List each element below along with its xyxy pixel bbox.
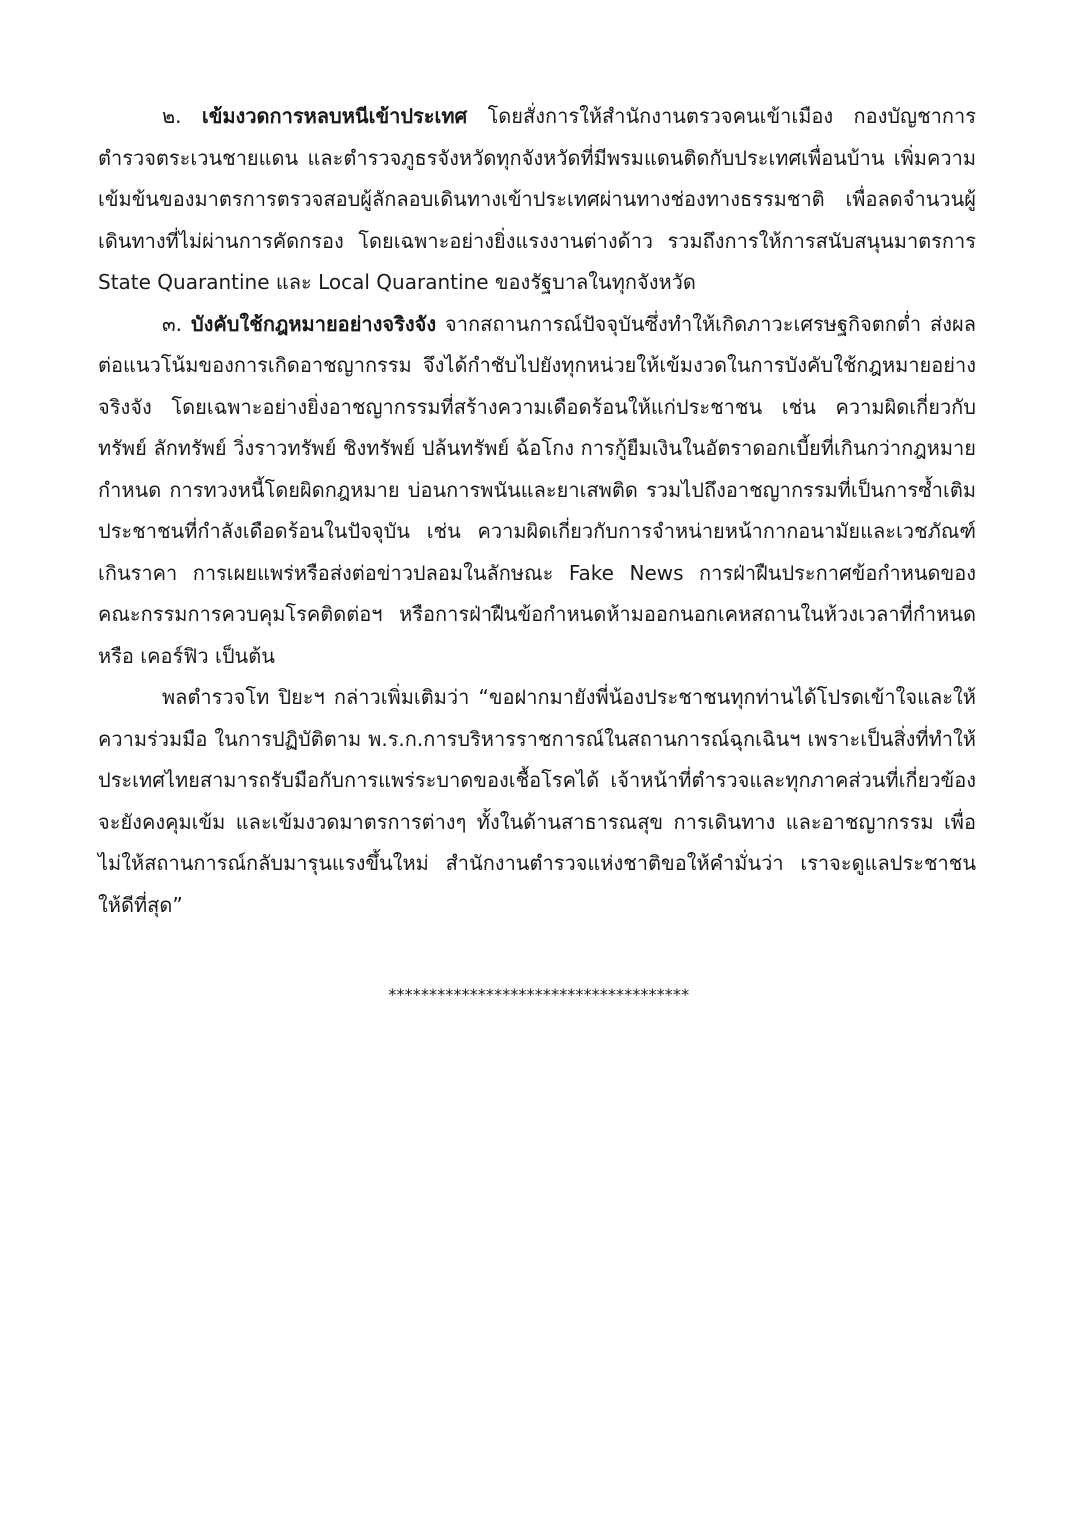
document-body — [98, 96, 976, 926]
paragraph-body: จากสถานการณ์ปัจจุบันซึ่งทำให้เกิดภาวะเศรษฐกิจตกต่ำ ส่งผลต่อแนวโน้มของการเกิดอาชญากรรม จึงได้กำชับไปยังทุกหน่วยให้เข้มงวดในการบังคับใช้กฎหมายอย่างจริงจัง โดยเฉพาะอย่างยิ่งอาชญากรรมที่สร้างความเดือดร้อนให้แก่ประชาชน เช่น ความผิดเกี่ยวกับทรัพย์ ลักทรัพย์ วิ่งราวทรัพย์ ชิงทรัพย์ ปล้นทรัพย์ ฉ้อโกง การกู้ยืมเงินในอัตราดอกเบี้ยที่เกินกว่ากฎหมายกำหนด การทวงหนี้โดยผิดกฎหมาย บ่อนการพนันและยาเสพติด รวมไปถึงอาชญากรรมที่เป็นการซ้ำเติมประชาชนที่กำลังเดือดร้อนในปัจจุบัน เช่น ความผิดเกี่ยวกับการจำหน่ายหน้ากากอนามัยและเวชภัณฑ์เกินราคา การเผยแพร่หรือส่งต่อข่าวปลอมในลักษณะ Fake News การฝ่าฝืนประกาศข้อกำหนดของคณะกรรมการควบคุมโรคติดต่อฯ หรือการฝ่าฝืนข้อกำหนดห้ามออกนอกเคหสถานในห้วงเวลาที่กำหนด หรือ เคอร์ฟิว เป็นต้น — [98, 311, 976, 668]
end-separator: ************************************* — [387, 985, 689, 1004]
paragraph-body: โดยสั่งการให้สำนักงานตรวจคนเข้าเมือง กองบัญชาการตำรวจตระเวนชายแดน และตำรวจภูธรจังหวัดทุกจังหวัดที่มีพรมแดนติดกับประเทศเพื่อนบ้าน เพิ่มความเข้มข้นของมาตรการตรวจสอบผู้ลักลอบเดินทางเข้าประเทศผ่านทางช่องทางธรรมชาติ เพื่อลดจำนวนผู้เดินทางที่ไม่ผ่านการคัดกรอง โดยเฉพาะอย่างยิ่งแรงงานต่างด้าว รวมถึงการให้การสนับสนุนมาตรการ State Quarantine และ Local Quarantine ของรัฐบาลในทุกจังหวัด — [98, 104, 976, 294]
paragraph-heading: เข้มงวดการหลบหนีเข้าประเทศ — [201, 104, 468, 128]
paragraph-closing-statement: พลตำรวจโท ปิยะฯ กล่าวเพิ่มเติมว่า “ขอฝากมายังพี่น้องประชาชนทุกท่านได้โปรดเข้าใจและให้ความร่วมมือ ในการปฏิบัติตาม พ.ร.ก.การบริหารราชการณ์ในสถานการณ์ฉุกเฉินฯ เพราะเป็นสิ่งที่ทำให้ประเทศไทยสามารถรับมือกับการแพร่ระบาดของเชื้อโรคได้ เจ้าหน้าที่ตำรวจและทุกภาคส่วนที่เกี่ยวข้องจะยังคงคุมเข้ม และเข้มงวดมาตรการต่างๆ ทั้งในด้านสาธารณสุข การเดินทาง และอาชญากรรม เพื่อไม่ให้สถานการณ์กลับมารุนแรงขึ้นใหม่ สำนักงานตำรวจแห่งชาติขอให้คำมั่นว่า เราจะดูแลประชาชนให้ดีที่สุด” — [98, 685, 976, 917]
paragraph-heading: บังคับใช้กฎหมายอย่างจริงจัง — [190, 311, 437, 336]
paragraph-law-enforcement — [98, 304, 976, 678]
paragraph-number: ๓. — [162, 311, 183, 336]
paragraph-number: ๒. — [162, 104, 182, 128]
paragraph-border-control — [98, 96, 976, 304]
